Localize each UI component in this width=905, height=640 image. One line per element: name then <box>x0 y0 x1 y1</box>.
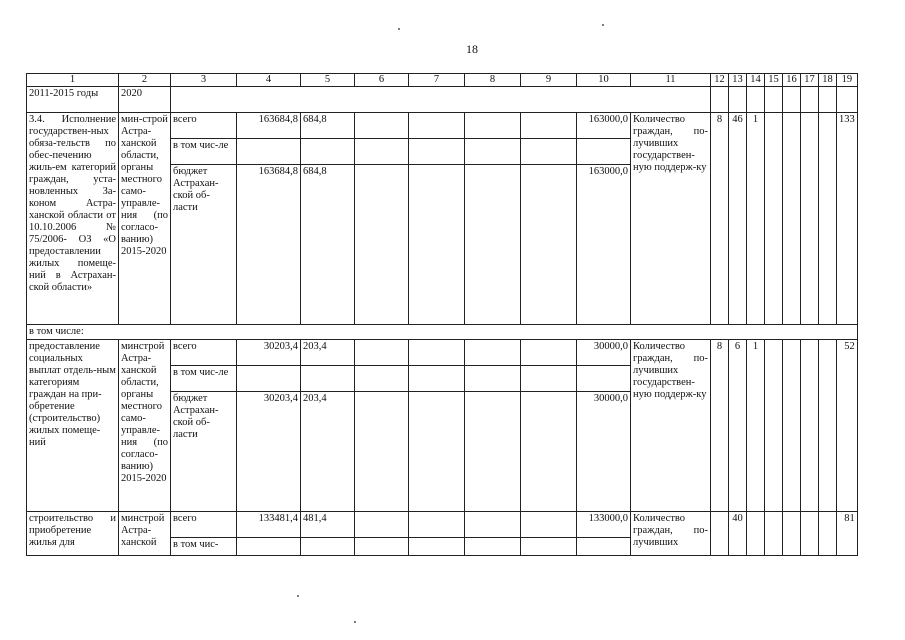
value-cell: 133000,0 <box>577 512 631 538</box>
value-cell: 40 <box>729 512 747 556</box>
page-number: 18 <box>466 42 478 56</box>
col-header: 3 <box>171 74 237 87</box>
including-label: в том числе: <box>27 325 858 340</box>
source-cell: всего <box>171 512 237 538</box>
value-cell: 203,4 <box>301 340 355 366</box>
empty-cell <box>171 87 711 113</box>
col-header: 18 <box>819 74 837 87</box>
col-header: 6 <box>355 74 409 87</box>
indicator-cell: Количество граждан, по-лучивших государствен-ную поддерж-ку <box>631 113 711 325</box>
source-cell: всего <box>171 113 237 139</box>
source-cell: в том чис-ле <box>171 366 237 392</box>
value-cell: 30000,0 <box>577 340 631 366</box>
executor-cell: минстрой Астра-ханской <box>119 512 171 556</box>
continuation-row <box>27 87 858 113</box>
source-cell: бюджет Астрахан-ской об-ласти <box>171 165 237 325</box>
value-cell: 163000,0 <box>577 113 631 139</box>
col-header: 10 <box>577 74 631 87</box>
table-row <box>27 113 858 139</box>
executor-cell: мин-строй Астра-ханской области, органы местного само-управле-ния (по согласо-ванию) 2015-2020 <box>119 113 171 325</box>
measure-title: предоставление социальных выплат отдель-ным категориям граждан на при-обретение (строительство) жилых помеще-ний <box>27 340 119 512</box>
value-cell: 163684,8 <box>237 113 301 139</box>
scan-speck <box>602 24 604 26</box>
including-row <box>27 325 858 340</box>
value-cell: 203,4 <box>301 392 355 512</box>
table-row <box>27 340 858 366</box>
col-header: 7 <box>409 74 465 87</box>
col-header: 12 <box>711 74 729 87</box>
value-cell: 6 <box>729 340 747 512</box>
col-header: 14 <box>747 74 765 87</box>
value-cell: 8 <box>711 113 729 325</box>
source-cell: бюджет Астрахан-ской об-ласти <box>171 392 237 512</box>
col-header: 2 <box>119 74 171 87</box>
period-cell: 2011-2015 годы <box>27 87 119 113</box>
col-header: 8 <box>465 74 521 87</box>
col-header: 16 <box>783 74 801 87</box>
col-header: 4 <box>237 74 301 87</box>
col-header: 15 <box>765 74 783 87</box>
column-number-row <box>27 74 858 87</box>
value-cell: 30000,0 <box>577 392 631 512</box>
value-cell: 46 <box>729 113 747 325</box>
value-cell <box>711 512 729 556</box>
value-cell: 1 <box>747 340 765 512</box>
value-cell: 8 <box>711 340 729 512</box>
year-cell: 2020 <box>119 87 171 113</box>
scan-speck <box>354 621 356 623</box>
executor-cell: минстрой Астра-ханской области, органы местного само-управле-ния (по согласо-ванию) 2015-2020 <box>119 340 171 512</box>
table-row <box>27 512 858 538</box>
value-cell: 481,4 <box>301 512 355 538</box>
source-cell: в том чис- <box>171 538 237 556</box>
col-header: 9 <box>521 74 577 87</box>
col-header: 17 <box>801 74 819 87</box>
measure-title: 3.4. Исполнение государствен-ных обяза-тельств по обес-печению жиль-ем категорий граждан, уста-новленных За-коном Астра-ханской области от 10.10.2006 № 75/2006- ОЗ «О предоставлении жилых помеще-ний в Астрахан-ской области» <box>27 113 119 325</box>
indicator-cell: Количество граждан, по-лучивших <box>631 512 711 556</box>
program-table <box>26 73 858 556</box>
col-header: 19 <box>837 74 858 87</box>
value-cell: 684,8 <box>301 113 355 139</box>
col-header: 13 <box>729 74 747 87</box>
value-cell: 133 <box>837 113 858 325</box>
value-cell: 684,8 <box>301 165 355 325</box>
scan-speck <box>398 28 400 30</box>
value-cell: 81 <box>837 512 858 556</box>
value-cell: 163684,8 <box>237 165 301 325</box>
value-cell: 30203,4 <box>237 340 301 366</box>
indicator-cell: Количество граждан, по-лучивших государствен-ную поддерж-ку <box>631 340 711 512</box>
value-cell: 52 <box>837 340 858 512</box>
measure-title: строительство и приобретение жилья для <box>27 512 119 556</box>
source-cell: в том чис-ле <box>171 139 237 165</box>
value-cell: 163000,0 <box>577 165 631 325</box>
source-cell: всего <box>171 340 237 366</box>
value-cell: 133481,4 <box>237 512 301 538</box>
col-header: 1 <box>27 74 119 87</box>
scan-speck <box>297 595 299 597</box>
value-cell: 30203,4 <box>237 392 301 512</box>
col-header: 5 <box>301 74 355 87</box>
col-header: 11 <box>631 74 711 87</box>
value-cell: 1 <box>747 113 765 325</box>
value-cell <box>747 512 765 556</box>
